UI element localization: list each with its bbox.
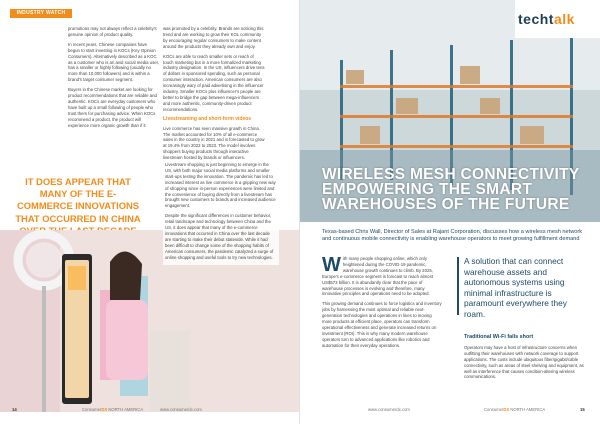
logo-prefix: techt <box>518 11 554 27</box>
body-column-right <box>464 335 586 380</box>
quote-bar <box>457 257 459 315</box>
logo-accent: alk <box>553 11 575 27</box>
paragraph: was promoted by a celebrity. Brands are noticing this trend and are working to grow their KOL community by encouraging regular consumers to make content around the products they already own and enjoy. <box>163 26 264 49</box>
warehouse-hero-image <box>300 0 600 222</box>
dropcap: W <box>322 254 341 276</box>
paragraph: This growing demand continues to force logistics and inventory jobs by harnessing the most optimal and reliable next-generation technologies and operations in lines to moving more products at efficient place, operators can transform operational effectiveness and generate increased returns on investment (ROI). This is why many modern warehouse operators turn to advanced applications like robotics and automation for their everyday operations. <box>322 301 442 348</box>
article-title: WIRELESS MESH CONNECTIVITY EMPOWERING THE SMART WAREHOUSES OF THE FUTURE <box>322 166 580 213</box>
footer-brand <box>82 404 143 416</box>
paragraph: In recent years, Chinese companies have begun to start investing in KOCs (Key Opinion Consumers). Alternatively described as a KOC as a customer who is an avid social media user, has a smaller or highly following (usually no more than 10,000 followers) and is within a brand's target consumer segment. <box>68 41 159 83</box>
pull-quote: IT DOES APPEAR THAT MANY OF THE E-COMMERCE INNOVATIONS THAT OCCURRED IN CHINA <box>15 176 141 224</box>
brand-accent: DX <box>503 407 510 412</box>
paragraph: Despite the significant differences in customer behavior, retail landscape and technology between China and the US, it does appear that many of the e-commerce innovations that occurred in China over the last decade are starting to make their debut stateside. While it had been difficult to change some of the shopping habits of American consumers, the pandemic catalyzed a surge of online shopping and useful tools to try new technologies. <box>165 213 274 260</box>
brand-accent: DX <box>101 407 108 412</box>
brand-prefix: Consumer <box>484 407 504 412</box>
body-column-3 <box>163 160 279 265</box>
paragraph: Operators may have a host of infrastructure concerns when outfitting their warehouses with network coverage to support applications. The costs include ubiquitous fiber/gigabit/cable connectivity, such as areas of steel shelving and equipment, as well as interference that causes condition-altering wireless communications. <box>464 344 584 380</box>
subheading: Traditional Wi-Fi falls short <box>464 334 534 340</box>
pull-quote: A solution that can connect warehouse assets and autonomous systems using minimal infrastructure is paramount everywhere they roam. <box>464 256 567 319</box>
paragraph: Live commerce has seen massive growth in China. The market accounted for 10% of all e-commerce sales in the country in 2021 and is forecasted to grow at 19.4% from 2022 to 2023. The model involves shoppers buying products through interactive livestream hosted by brands or influencers. <box>163 125 265 161</box>
page-number: 15 <box>580 407 585 412</box>
paragraph: promotions may not always reflect a celebrity's genuine opinion of product quality. <box>68 26 157 37</box>
left-footer <box>0 404 300 416</box>
brand-suffix: NORTH AMERICA <box>510 407 546 412</box>
brand-suffix: NORTH AMERICA <box>108 407 144 412</box>
techtalk-logo <box>518 11 575 27</box>
standfirst: Texas-based Chris Wall, Director of Sales at Rajant Corporation, discusses how a wireless mesh network and continuous mobile connectivity is enabling warehouse operators to meet growing fulfillment demand <box>322 229 583 243</box>
body-column-left <box>322 256 442 353</box>
paragraph: KOCs are able to reach smaller sets or reach of touch marketing but in a more formalized marketing industry designation. In the US, influencers drive tens of dollars in sponsored spending, such as personal consumer interaction. American consumers are also increasingly wary of paid advertising in the influencer industry. Smaller KOCs plus influencer's people are better to bridge the gap between mega-influencers and more authentic, community-driven product recommendations. <box>163 53 265 112</box>
body-column-1 <box>68 26 160 133</box>
paragraph: Buyers in the Chinese market are looking for product recommendations that are reliable and authentic. KOCs are everyday customers who have built up a small following of people who trust them for purchasing advice. When KOCs recommend a product, the product will experience more organic growth than if it <box>68 87 157 128</box>
paragraph: Livestream shopping is just beginning to emerge in the US, with both major social media platforms and smaller start-ups testing the innovation. The pandemic has led to increased interest as live commerce is a gripping new way of shopping since in-person experiences were limited and the convenience of buying directly from a livestream has brought new customers to brands and increased audience engagement. <box>165 162 276 209</box>
subheading: Livestreaming and short-form videos <box>163 115 252 122</box>
footer-brand <box>484 404 545 416</box>
right-page <box>300 0 600 424</box>
page-number: 14 <box>12 407 17 412</box>
right-footer <box>300 404 600 416</box>
footer-url: www.consumerdx.com <box>368 407 410 412</box>
section-tag: INDUSTRY WATCH <box>10 9 72 18</box>
paragraph <box>322 256 442 297</box>
body-column-2 <box>163 26 265 165</box>
footer-url: www.consumerdx.com <box>160 407 202 412</box>
brand-prefix: Consumer <box>82 407 102 412</box>
paragraph-text: ith many people shopping online, which only heightened during the COVID-19 pandemic, warehouse growth continues to climb. By 2025, Europe's e-commerce segment is forecast to reach almost US$573 billion. It is abundantly clear that the pace of warehouse processes is evolving and therefore, many innovative principles and operations need to be adopted. <box>322 256 433 297</box>
